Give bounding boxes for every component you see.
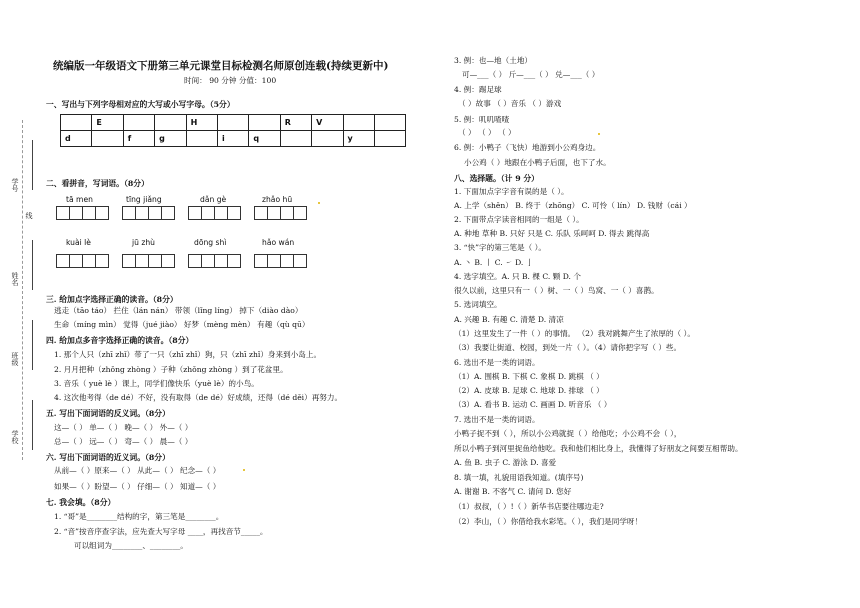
question-line[interactable]: 逃走（tāo táo） 拦住（lán nán） 带领（lǐng líng） 掉下（diào dào）: [54, 306, 303, 315]
pinyin-label: hǎo wán: [262, 238, 295, 247]
question-title: 6. 例：小鸭子（飞快）地游到小公鸡身边。: [454, 143, 601, 152]
letter-cell: V: [312, 115, 343, 131]
pinyin-label: dǎn gè: [200, 195, 227, 204]
pinyin-label: dōng shì: [194, 238, 227, 247]
choice-line[interactable]: A. 鱼 B. 虫子 C. 游泳 D. 喜爱: [454, 458, 557, 467]
writing-grid[interactable]: [56, 254, 108, 268]
letter-cell: R: [280, 115, 311, 131]
binding-line: [22, 120, 23, 460]
choice-line[interactable]: 1. 下面加点字字音有误的是（ ）。: [454, 187, 569, 196]
letter-cell: q: [249, 131, 280, 147]
exam-info: 时间： 90 分钟 分值：100: [184, 76, 277, 85]
choice-line[interactable]: （1）叔叔，（ ）!（ ）新华书店要往哪边走?: [454, 502, 604, 511]
choice-line[interactable]: A. 上学（shěn） B. 终于（zhōng） C. 可怜（ lín） D. 钱财（cái ）: [454, 201, 692, 210]
choice-line[interactable]: 5. 选词填空。: [454, 300, 502, 309]
choice-line[interactable]: 8. 填一填，礼貌用语我知道。(填序号): [454, 473, 584, 482]
letter-cell[interactable]: [61, 115, 92, 131]
letter-cell[interactable]: [92, 131, 123, 147]
pinyin-label: tā men: [66, 195, 93, 204]
school-field[interactable]: [32, 400, 33, 450]
letter-cell: y: [343, 131, 374, 147]
question-line[interactable]: 3. 音乐（ yuè lè ）课上，同学们像快乐（yuè lè）的小鸟。: [54, 379, 259, 388]
letter-cell[interactable]: [343, 115, 374, 131]
question-line[interactable]: 这—（ ） 单—（ ） 晚—（ ） 外—（ ）: [54, 423, 193, 432]
decorative-dot: [243, 469, 245, 471]
question-title: 3. 例：也—地（土地）: [454, 56, 533, 65]
letter-cell[interactable]: [186, 131, 217, 147]
writing-grid[interactable]: [254, 206, 306, 220]
question-line[interactable]: 总—（ ） 远—（ ） 弯—（ ） 晨—（ ）: [54, 437, 193, 446]
pinyin-label: zhǎo hū: [262, 195, 293, 204]
choice-line[interactable]: 7. 选出不是一类的词语。: [454, 415, 540, 424]
name-field[interactable]: [32, 240, 33, 290]
decorative-dot: [318, 202, 320, 204]
choice-line[interactable]: （2）李山，（ ）你借给我水彩笔。（ ），我们是同学呀！: [454, 517, 643, 526]
writing-grid[interactable]: [254, 254, 306, 268]
question-line[interactable]: 1. “哥”是________结构的字，第三笔是________。: [54, 512, 224, 521]
question-line[interactable]: 2. “音”按音序查字法，应先查大写字母 ____，再找音节_____。: [54, 527, 268, 536]
margin-label-student-id: 学号: [11, 178, 19, 192]
question-line[interactable]: 2. 月月把种（zhǒng zhòng ）子种（zhǒng zhòng ）到了花盆里。: [54, 365, 288, 374]
choice-line[interactable]: 4. 选字填空。A. 只 B. 棵 C. 颗 D. 个: [454, 272, 581, 281]
writing-grid[interactable]: [56, 206, 108, 220]
letter-cell[interactable]: [280, 131, 311, 147]
question-line[interactable]: 1. 那个人只（zhī zhǐ）带了一只（zhī zhǐ）狗，只（zhī zhǐ）身来到小岛上。: [54, 350, 322, 359]
choice-line[interactable]: （2）A. 皮球 B. 足球 C. 地球 D. 排球 （ ）: [454, 386, 604, 395]
letter-cell: f: [123, 131, 154, 147]
choice-line[interactable]: A. 谢谢 B. 不客气 C. 请问 D. 您好: [454, 487, 572, 496]
letter-cell[interactable]: [217, 115, 248, 131]
letter-table: [60, 114, 406, 147]
choice-line[interactable]: A. 丶 B. 丨 C. ㇀ D. 亅: [454, 258, 534, 267]
question-line[interactable]: 小公鸡（ ）地跟在小鸭子后面，也下了水。: [464, 158, 611, 167]
pinyin-label: jū zhù: [132, 238, 155, 247]
class-field[interactable]: [32, 320, 33, 370]
question-line[interactable]: （ ）故事 （ ）音乐 （ ）游戏: [458, 99, 562, 108]
letter-cell: g: [155, 131, 186, 147]
section-2-heading: 二、看拼音，写词语。（8分）: [46, 179, 149, 188]
margin-label-class: 班级: [11, 352, 19, 366]
section-4-heading: 四. 给加点多音字选择正确的读音。（8分）: [46, 336, 194, 345]
letter-cell[interactable]: [123, 115, 154, 131]
choice-line[interactable]: 很久以前，这里只有一（ ）树、一（ ）鸟窝、一（ ）喜鹊。: [454, 286, 659, 295]
question-line[interactable]: 4. 这次他考得（de dé）不好，没有取得（de dé）好成绩，还得（dé děi）再努力。: [54, 393, 343, 402]
choice-line[interactable]: 6. 选出不是一类的词语。: [454, 358, 540, 367]
letter-row-1: [61, 115, 406, 131]
pinyin-label: kuài lè: [66, 238, 91, 247]
question-title: 4. 例：踢足球: [454, 85, 502, 94]
section-1-heading: 一、写出与下列字母相对应的大写或小写字母。（5分）: [46, 100, 235, 109]
writing-grid[interactable]: [188, 206, 240, 220]
choice-line[interactable]: （3）A. 看书 B. 运动 C. 画画 D. 听音乐 （ ）: [454, 400, 612, 409]
letter-cell[interactable]: [155, 115, 186, 131]
pinyin-label: tīng jiǎng: [126, 195, 162, 204]
letter-cell[interactable]: [312, 131, 343, 147]
question-line[interactable]: 可以组词为________、________。: [74, 541, 188, 550]
student-id-field[interactable]: [32, 140, 33, 190]
page-title: 统编版一年级语文下册第三单元课堂目标检测名师原创连载(持续更新中): [53, 60, 389, 72]
letter-cell: i: [217, 131, 248, 147]
section-7-heading: 七. 我会填。（8分）: [46, 498, 116, 507]
writing-grid[interactable]: [122, 254, 174, 268]
writing-grid[interactable]: [188, 254, 240, 268]
section-5-heading: 五. 写出下面词语的反义词。（8分）: [46, 409, 170, 418]
choice-line[interactable]: 2. 下面带点字读音相同的一组是（ ）。: [454, 215, 584, 224]
question-line[interactable]: 如果—（ ）盼望—（ ） 仔细—（ ） 知道—（ ）: [54, 482, 221, 491]
question-line[interactable]: 生命（míng mìn） 觉得（jué jiào） 好梦（mèng mèn） 有趣（qù qū）: [54, 320, 310, 329]
choice-line[interactable]: （3）我要让街道、校园，到处一片（ ）。（4）请你把字写（ ）些。: [454, 343, 682, 352]
choice-line[interactable]: 小鸭子捉不到（ ），所以小公鸡就捉（ ）给他吃；小公鸡不会（ ），: [454, 429, 682, 438]
question-line[interactable]: 从前—（ ）原来—（ ） 从此—（ ） 纪念—（ ）: [54, 466, 221, 475]
choice-line[interactable]: 3. “快”字的第三笔是（ ）。: [454, 243, 546, 252]
question-line[interactable]: （ ） （ ） （ ）: [458, 128, 516, 137]
letter-cell[interactable]: [374, 131, 405, 147]
margin-label-school: 学校: [11, 430, 19, 444]
margin-cut-mark: 线: [25, 212, 33, 219]
letter-cell[interactable]: [374, 115, 405, 131]
letter-cell: H: [186, 115, 217, 131]
section-6-heading: 六. 写出下面词语的近义词。（8分）: [46, 453, 170, 462]
choice-line[interactable]: 所以小鸭子到河里捉鱼给他吃。我和他们相比身上，我懂得了好朋友之间要互相帮助。: [454, 444, 743, 453]
decorative-dot: [598, 133, 600, 135]
letter-cell: d: [61, 131, 92, 147]
choice-line[interactable]: A. 种地 草种 B. 只好 只是 C. 乐队 乐呵呵 D. 得去 跳得高: [454, 229, 650, 238]
letter-cell: E: [92, 115, 123, 131]
choice-line[interactable]: （1）A. 围棋 B. 下棋 C. 象棋 D. 跳棋 （ ）: [454, 372, 604, 381]
question-line[interactable]: 可—___（ ） 斤—___（ ） 兑—___（ ）: [462, 70, 600, 79]
choice-line[interactable]: A. 兴趣 B. 有趣 C. 清楚 D. 清凉: [454, 315, 564, 324]
letter-cell[interactable]: [249, 115, 280, 131]
choice-line[interactable]: （1）这里发生了一件（ ）的事情。 （2）我对跳舞产生了浓厚的（ ）。: [454, 329, 695, 338]
letter-row-2: [61, 131, 406, 147]
section-8-heading: 八、选择题。（计 9 分）: [454, 174, 539, 183]
writing-grid[interactable]: [122, 206, 174, 220]
question-title: 5. 例：叽叽喳喳: [454, 115, 510, 124]
section-3-heading: 三. 给加点字选择正确的读音。（8分）: [46, 295, 178, 304]
margin-label-name: 姓名: [11, 272, 19, 286]
